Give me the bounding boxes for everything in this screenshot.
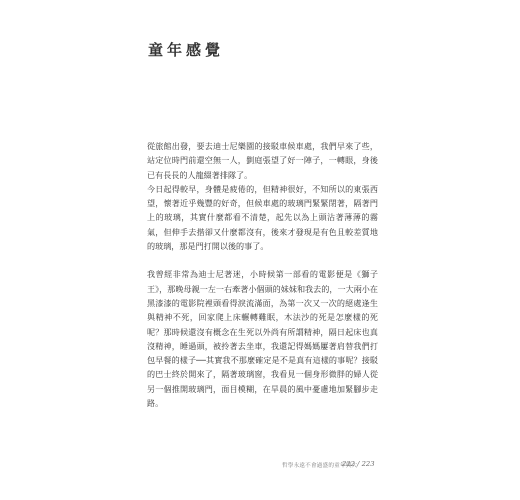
paragraph-3: 我曾經非常為迪士尼著迷，小時候第一部看的電影便是《獅子王》，那晚母親一左一右牽著小個頭的妹妹和我去的，一大兩小在黑漆漆的電影院裡頭看得淚流滿面，為第一次又一次的絕處逢生與精神不死，回家爬上床輾轉難眠，木法沙的死是怎麼樣的死呢？那時候還沒有概念在生死以外尚有所謂精神，隔日起床也真沒精神，睡過頭，被拎著去坐車，我還記得媽媽屢著肩替我們打包早餐的樣子──其實我不那麼確定是不是真有這樣的事呢？接駁的巴士終於開來了，隔著玻璃窗，我看見一個身形微胖的婦人從另一個推開玻璃門，面目模糊，在旱晨的風中憂慮地加緊腳步走路。 [147,269,378,409]
running-title: 哲學永遠不會過盛的童年與大 [282,463,358,469]
paragraph-2: 今日起得較早，身體是疲倦的，但精神很好，不知所以的東張西望，懷著近乎幾豐的好奇，但候車處的玻璃門緊緊閉著，隔著門上的玻璃，其實什麼都看不清楚，起先以為上頭沾著薄薄的霧氣，但伸手去揩卻又什麼都沒有，後來才發現是有色且較差質地的玻璃，那是門打開以後的事了。 [147,183,378,252]
paragraph-1: 從旅館出發，要去迪士尼樂園的接駁車候車處，我們早來了些，站定位時門前還空無一人，劉庭張望了好一陣子，一轉眼，身後已有長長的人龍綴著排隊了。 [147,141,378,180]
page-footer [282,461,376,469]
body-text [147,139,378,410]
page-number: 222 / 223 [342,460,375,468]
chapter-title: 童年感覺 [148,41,225,59]
